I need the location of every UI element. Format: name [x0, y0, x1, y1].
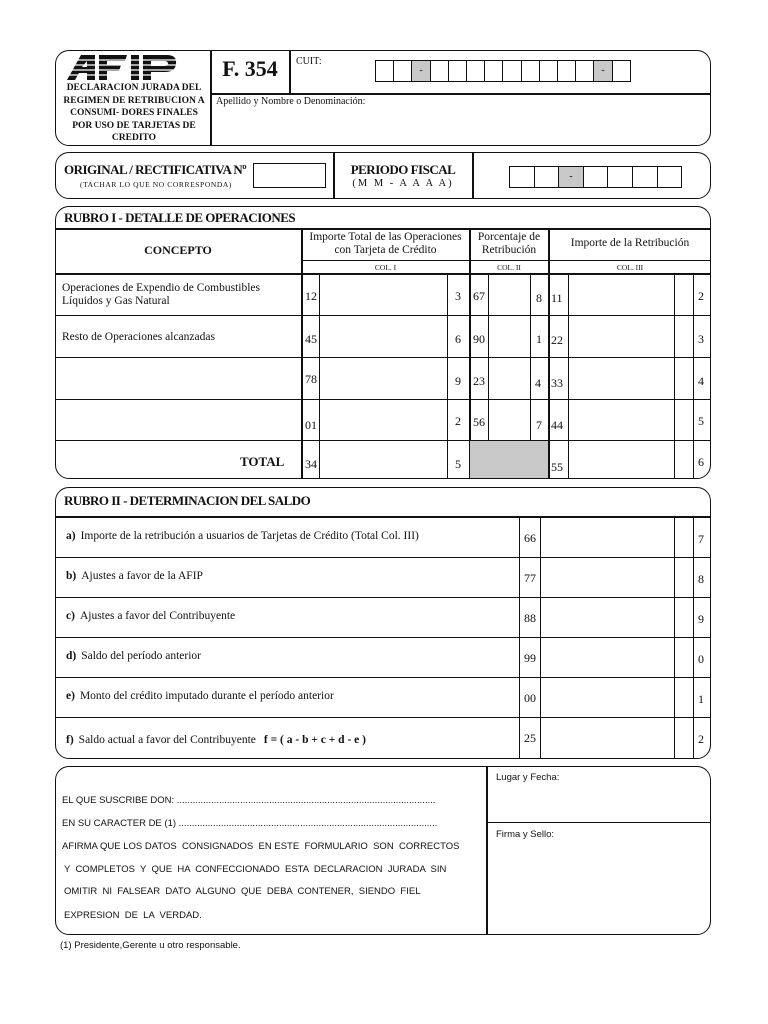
- row3-c2-code: 23: [473, 374, 485, 388]
- col3-sub: COL. III: [616, 263, 644, 272]
- row1-c1-input[interactable]: [320, 274, 446, 314]
- cuit-digit-input[interactable]: [466, 60, 485, 82]
- rubro2-row-code: 25: [524, 731, 536, 745]
- cuit-digit-input[interactable]: [539, 60, 558, 82]
- row1-concept: Operaciones de Expendio de Combustibles Líquidos y Gas Natural: [62, 282, 261, 307]
- rubro2-row-label: [66, 530, 427, 542]
- periodo-digit-input[interactable]: [607, 166, 633, 188]
- row3-c1-verif: 9: [455, 374, 461, 388]
- row2-c3-verif: 3: [698, 332, 704, 346]
- row2-c2-code: 90: [473, 332, 485, 346]
- cuit-digit-input[interactable]: [612, 60, 631, 82]
- row1-c3-code: 11: [551, 291, 563, 305]
- rubro2-row-text: Saldo actual a favor del Contribuyente: [78, 734, 256, 746]
- rubro2-row-formula: f = ( a - b + c + d - e ): [263, 734, 366, 746]
- rubro2-row-code: 99: [524, 651, 536, 665]
- row1-c2-input[interactable]: [489, 274, 529, 314]
- rubro2-row-label: [66, 734, 366, 746]
- caracter-line[interactable]: EN SU CARACTER DE (1) ..................................................................................................: [62, 818, 438, 829]
- row2-c1-input[interactable]: [320, 316, 446, 356]
- rubro2-row-verif: 1: [698, 692, 704, 706]
- periodo-digit-input[interactable]: [509, 166, 535, 188]
- declaration-line-2: Y COMPLETOS Y QUE HA CONFECCIONADO ESTA DECLARACION JURADA SIN: [64, 864, 447, 875]
- declaration-line-1: AFIRMA QUE LOS DATOS CONSIGNADOS EN ESTE FORMULARIO SON CORRECTOS: [62, 841, 460, 852]
- row4-c3-input[interactable]: [569, 400, 673, 439]
- cuit-digit-input[interactable]: [393, 60, 412, 82]
- row2-c3-input[interactable]: [569, 316, 673, 356]
- row3-c3-verif: 4: [698, 374, 704, 388]
- rubro2-row-label: [66, 570, 211, 582]
- rubro2-row-label: [66, 690, 342, 702]
- rubro2-row-letter: d): [66, 650, 77, 662]
- row1-c1-verif: 3: [455, 289, 461, 303]
- col1-sub: COL. I: [374, 263, 397, 272]
- row3-c1-input[interactable]: [320, 358, 446, 398]
- declaration-line-3: OMITIR NI FALSEAR DATO ALGUNO QUE DEBA CONTENER, SIENDO FIEL: [64, 886, 421, 897]
- rubro2-row-label: [66, 610, 243, 622]
- cuit-digit-input[interactable]: [484, 60, 503, 82]
- row2-c2-verif: 1: [536, 332, 542, 346]
- total-c2-shaded: [470, 441, 548, 478]
- total-c1-code: 34: [305, 457, 317, 471]
- row1-c2-code: 67: [473, 289, 485, 303]
- rubro2-row-letter: e): [66, 690, 75, 702]
- lugar-fecha-label: Lugar y Fecha:: [496, 772, 560, 783]
- row1-c2-verif: 8: [536, 291, 542, 305]
- original-note: (TACHAR LO QUE NO CORRESPONDA): [80, 180, 232, 189]
- cuit-digit-input[interactable]: [430, 60, 449, 82]
- periodo-digit-input[interactable]: [632, 166, 658, 188]
- form-title: DECLARACION JURADA DEL REGIMEN DE RETRIBUCION A CONSUMI- DORES FINALES POR USO DE TARJETAS DE CREDITO: [63, 83, 205, 143]
- row1-c3-input[interactable]: [569, 274, 673, 314]
- form-number: F. 354: [222, 56, 278, 81]
- row3-c2-input[interactable]: [489, 358, 529, 398]
- rubro2-title: RUBRO II - DETERMINACION DEL SALDO: [64, 493, 311, 508]
- row2-c2-input[interactable]: [489, 316, 529, 356]
- cuit-digit-input[interactable]: [557, 60, 576, 82]
- col2-sub: COL. II: [497, 263, 521, 272]
- suscribe-line[interactable]: EL QUE SUSCRIBE DON: ..................................................................................................: [62, 795, 436, 806]
- rubro2-row-text: Ajustes a favor de la AFIP: [81, 570, 203, 582]
- rubro2-row-verif: 2: [698, 732, 704, 746]
- periodo-format: (M M - A A A A): [352, 178, 454, 189]
- firma-sello-area[interactable]: [490, 843, 708, 931]
- rubro2-row-code: 77: [524, 571, 536, 585]
- rubro2-row-letter: b): [66, 570, 77, 582]
- footnote: (1) Presidente,Gerente u otro responsable.: [60, 940, 241, 951]
- rubro2-row-verif: 7: [698, 532, 704, 546]
- rubro2-row-text: Saldo del período anterior: [81, 650, 201, 662]
- row1-c3-verif: 2: [698, 289, 704, 303]
- cuit-label: CUIT:: [296, 56, 322, 67]
- total-c3-code: 55: [551, 460, 563, 474]
- rubro2-row-input[interactable]: [541, 558, 673, 596]
- row4-c1-code: 01: [305, 418, 317, 432]
- cuit-separator: -: [411, 60, 430, 82]
- cuit-digit-input[interactable]: [448, 60, 467, 82]
- cuit-separator: -: [593, 60, 612, 82]
- row2-c1-verif: 6: [455, 332, 461, 346]
- original-label: ORIGINAL / RECTIFICATIVA Nº: [64, 162, 247, 177]
- cuit-digit-input[interactable]: [502, 60, 521, 82]
- row3-concept-input[interactable]: [58, 358, 300, 398]
- rubro2-row-letter: a): [66, 530, 76, 542]
- total-c3-input[interactable]: [569, 441, 673, 478]
- row4-concept-input[interactable]: [58, 400, 300, 439]
- cuit-digit-input[interactable]: [575, 60, 594, 82]
- row3-c1-code: 78: [305, 372, 317, 386]
- row4-c2-input[interactable]: [489, 400, 529, 439]
- row4-c3-code: 44: [551, 418, 563, 432]
- name-input[interactable]: [212, 110, 707, 142]
- row4-c3-verif: 5: [698, 414, 704, 428]
- cuit-digit-input[interactable]: [521, 60, 540, 82]
- total-c1-verif: 5: [455, 457, 461, 471]
- periodo-label: PERIODO FISCAL: [350, 162, 456, 177]
- row4-c2-code: 56: [473, 415, 485, 429]
- total-c1-input[interactable]: [320, 441, 446, 478]
- rubro2-row-input[interactable]: [541, 518, 673, 556]
- rubro2-row-input[interactable]: [541, 718, 673, 756]
- row4-c2-verif: 7: [536, 418, 542, 432]
- name-label: Apellido y Nombre o Denominación:: [216, 96, 366, 107]
- periodo-digit-input[interactable]: [583, 166, 609, 188]
- row4-c1-verif: 2: [455, 414, 461, 428]
- row3-c3-code: 33: [551, 376, 563, 390]
- row3-c3-input[interactable]: [569, 358, 673, 398]
- rubro2-row-letter: f): [66, 734, 74, 746]
- col2-header: Porcentaje de Retribución: [477, 231, 541, 257]
- row2-c1-code: 45: [305, 332, 317, 346]
- rubro2-row-verif: 9: [698, 612, 704, 626]
- firma-sello-label: Firma y Sello:: [496, 829, 555, 840]
- total-label: TOTAL: [240, 454, 285, 469]
- rubro2-row-text: Importe de la retribución a usuarios de Tarjetas de Crédito (Total Col. III): [80, 530, 419, 542]
- row1-c1-code: 12: [305, 289, 317, 303]
- periodo-digit-input[interactable]: [657, 166, 683, 188]
- rubro2-row-code: 88: [524, 611, 536, 625]
- periodo-separator: -: [558, 166, 584, 188]
- rectificativa-number-input[interactable]: [253, 163, 326, 188]
- rubro2-row-input[interactable]: [541, 678, 673, 716]
- periodo-digit-input[interactable]: [534, 166, 560, 188]
- cuit-digit-input[interactable]: [375, 60, 394, 82]
- rubro2-row-label: [66, 650, 209, 662]
- rubro2-row-verif: 0: [698, 652, 704, 666]
- row2-concept: Resto de Operaciones alcanzadas: [62, 331, 215, 343]
- afip-logo: [65, 52, 200, 82]
- rubro2-row-code: 00: [524, 691, 536, 705]
- rubro2-row-text: Ajustes a favor del Contribuyente: [79, 610, 236, 622]
- declaration-line-4: EXPRESION DE LA VERDAD.: [64, 910, 202, 921]
- rubro2-row-input[interactable]: [541, 598, 673, 636]
- rubro2-row-input[interactable]: [541, 638, 673, 676]
- rubro2-row-text: Monto del crédito imputado durante el período anterior: [79, 690, 334, 702]
- row4-c1-input[interactable]: [320, 400, 446, 439]
- row3-c2-verif: 4: [535, 376, 541, 390]
- lugar-fecha-input[interactable]: [490, 786, 708, 820]
- col1-header: Importe Total de las Operaciones con Tarjeta de Crédito: [309, 231, 462, 257]
- total-c3-verif: 6: [698, 455, 704, 469]
- concepto-header: CONCEPTO: [144, 243, 212, 257]
- rubro2-row-letter: c): [66, 610, 75, 622]
- rubro1-title: RUBRO I - DETALLE DE OPERACIONES: [64, 210, 296, 225]
- rubro2-row-code: 66: [524, 531, 536, 545]
- col3-header: Importe de la Retribución: [570, 237, 690, 249]
- row2-c3-code: 22: [551, 333, 563, 347]
- rubro2-row-verif: 8: [698, 572, 704, 586]
